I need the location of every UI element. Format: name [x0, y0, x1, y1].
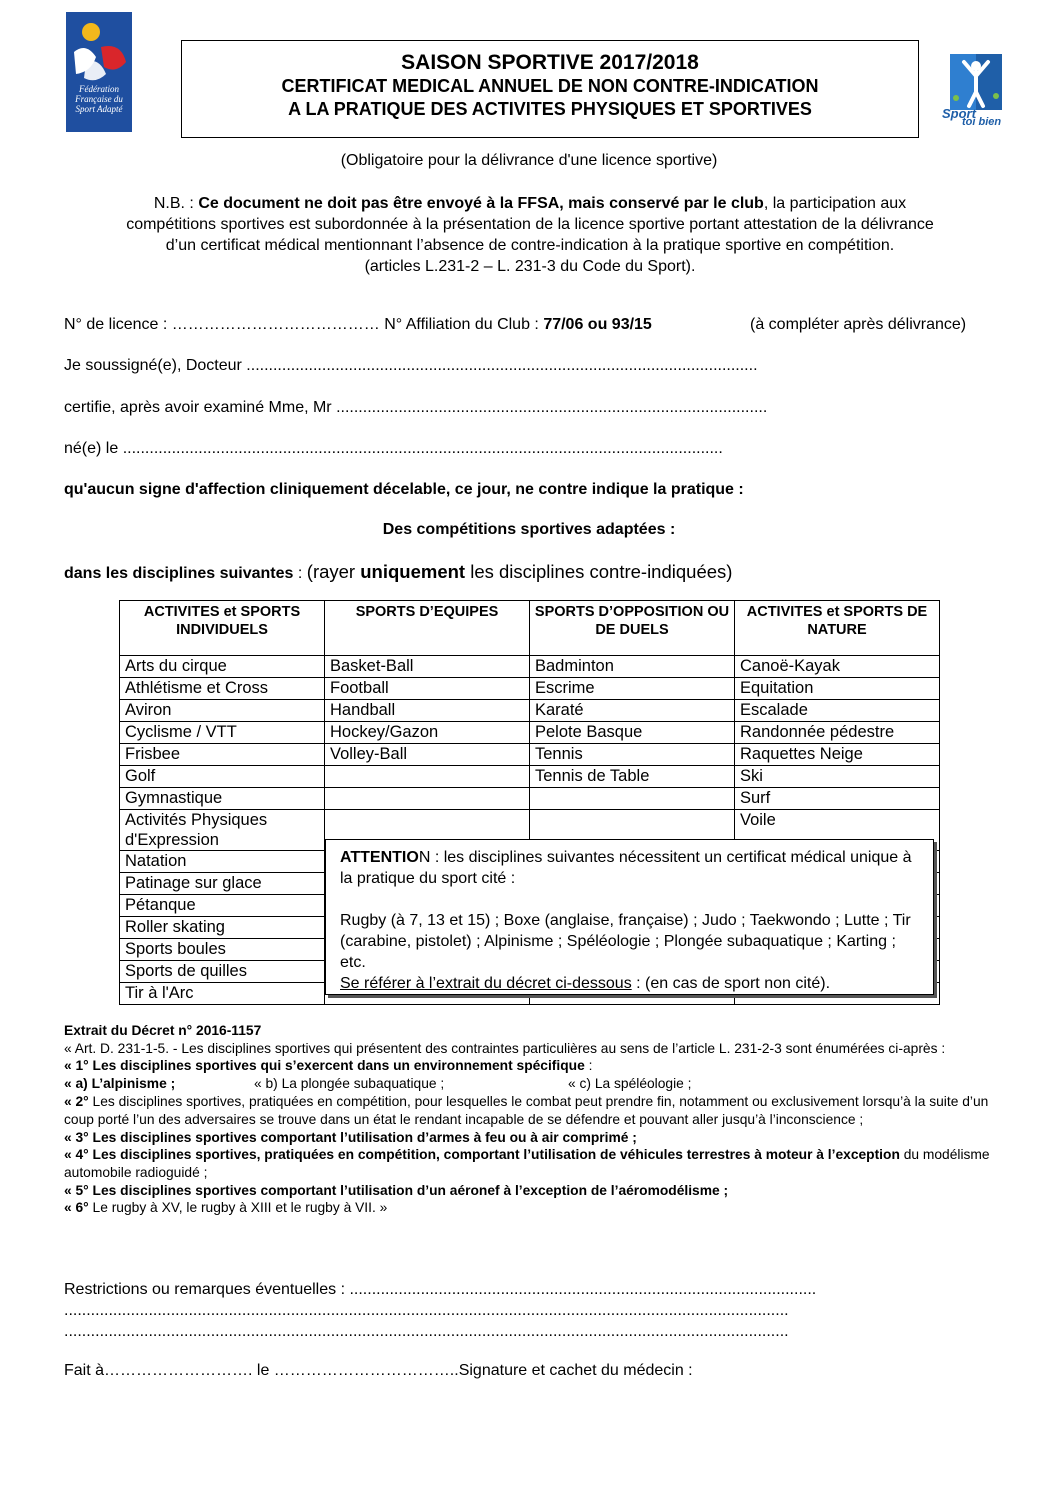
- licence-line: [64, 316, 652, 334]
- decree-p1a: « a) L’alpinisme ;: [64, 1076, 176, 1092]
- discipline-cell[interactable]: Activités Physiques d'Expression: [120, 810, 325, 851]
- decree-p6-num: « 6°: [64, 1200, 89, 1216]
- decree-intro: « Art. D. 231-1-5. - Les disciplines sportives qui présentent des contraintes particulières au sens de l’article L. 231-2-3 sont énumérées ci-après :: [64, 1040, 946, 1056]
- ffsa-logo: [66, 12, 132, 132]
- rayer-bold: uniquement: [360, 561, 466, 582]
- table-row: [120, 766, 940, 788]
- discipline-cell[interactable]: Arts du cirque: [120, 656, 325, 678]
- decree-p2-num: « 2°: [64, 1094, 89, 1110]
- disciplines-line: [64, 561, 732, 583]
- table-row: [120, 722, 940, 744]
- table-row: [120, 744, 940, 766]
- birthdate-field[interactable]: né(e) le .......................................................................................................................................: [64, 440, 723, 457]
- nb-line3: d’un certificat médical mentionnant l’absence de contre-indication à la pratique sportive en compétition.: [165, 237, 895, 254]
- decree-p1: « 1° Les disciplines sportives qui s’exercent dans un environnement spécifique: [64, 1058, 585, 1074]
- discipline-cell: [325, 766, 530, 788]
- header-individuels: ACTIVITES et SPORTS INDIVIDUELS: [120, 601, 325, 656]
- discipline-cell[interactable]: Football: [325, 678, 530, 700]
- logo-text-sport: Sport: [942, 106, 976, 121]
- discipline-cell[interactable]: Patinage sur glace: [120, 873, 325, 895]
- decree-p1b: « b) La plongée subaquatique ;: [254, 1076, 445, 1092]
- completer-note: (à compléter après délivrance): [750, 316, 967, 333]
- decree-p5: « 5° Les disciplines sportives comportant l’utilisation d’un aéronef à l’exception de l’aéromodélisme ;: [64, 1182, 729, 1198]
- nb-line4: (articles L.231-2 – L. 231-3 du Code du Sport).: [364, 258, 696, 275]
- restrictions-field-3[interactable]: ...................................................................................................................................................................: [64, 1323, 789, 1340]
- docteur-field[interactable]: Je soussigné(e), Docteur ...................................................................................................................: [64, 357, 758, 374]
- table-row: [120, 678, 940, 700]
- discipline-cell[interactable]: Volley-Ball: [325, 744, 530, 766]
- attention-text: N : les disciplines suivantes nécessitent un certificat médical unique à la pratique du sport cité :: [340, 849, 912, 887]
- discipline-cell[interactable]: Golf: [120, 766, 325, 788]
- disciplines-colon: :: [293, 565, 307, 582]
- discipline-cell[interactable]: Pétanque: [120, 895, 325, 917]
- decree-p1c: « c) La spéléologie ;: [568, 1076, 692, 1092]
- attention-list: Rugby (à 7, 13 et 15) ; Boxe (anglaise, française) ; Judo ; Taekwondo ; Lutte ; Tir (carabine, pistolet) ; Alpinisme ; Spéléologie ; Plongée subaquatique ; Karting ; etc.: [340, 912, 911, 971]
- discipline-cell[interactable]: Pelote Basque: [530, 722, 735, 744]
- discipline-cell[interactable]: Voile: [735, 810, 940, 851]
- rayer-text-1: (rayer: [306, 561, 361, 582]
- season-title: SAISON SPORTIVE 2017/2018: [401, 51, 699, 74]
- discipline-cell[interactable]: Aviron: [120, 700, 325, 722]
- club-number: 77/06 ou 93/15: [543, 316, 652, 333]
- attention-bold: ATTENTIO: [340, 849, 419, 866]
- decree-p4-rest: du modélisme automobile radioguidé ;: [64, 1147, 990, 1180]
- discipline-cell[interactable]: Athlétisme et Cross: [120, 678, 325, 700]
- competitions-heading: Des compétitions sportives adaptées :: [382, 521, 676, 538]
- discipline-cell[interactable]: Frisbee: [120, 744, 325, 766]
- logo-text-toi-bien: toi bien: [962, 116, 1002, 128]
- nb-bold: Ce document ne doit pas être envoyé à la FFSA, mais conservé par le club: [198, 195, 764, 212]
- nb-paragraph: [60, 193, 1000, 277]
- nb-line2: compétitions sportives est subordonnée à la présentation de la licence sportive portant attestation de la délivrance: [126, 216, 934, 233]
- certificate-title: CERTIFICAT MEDICAL ANNUEL DE NON CONTRE-INDICATION: [281, 76, 819, 96]
- discipline-cell[interactable]: Raquettes Neige: [735, 744, 940, 766]
- discipline-cell[interactable]: Tir à l'Arc: [120, 983, 325, 1005]
- decree-p3: « 3° Les disciplines sportives comportant l’utilisation d’armes à feu ou à air comprimé ;: [64, 1129, 637, 1145]
- discipline-cell[interactable]: Hockey/Gazon: [325, 722, 530, 744]
- discipline-cell[interactable]: Tennis: [530, 744, 735, 766]
- discipline-cell[interactable]: Sports boules: [120, 939, 325, 961]
- discipline-cell[interactable]: Surf: [735, 788, 940, 810]
- rayer-text-2: les disciplines contre-indiquées): [465, 561, 733, 582]
- discipline-cell[interactable]: Ski: [735, 766, 940, 788]
- discipline-cell[interactable]: Escalade: [735, 700, 940, 722]
- nb-prefix: N.B. :: [153, 195, 199, 212]
- decree-extract: [64, 1022, 994, 1217]
- header-opposition: SPORTS D’OPPOSITION OU DE DUELS: [530, 601, 735, 656]
- header-equipes: SPORTS D’EQUIPES: [325, 601, 530, 656]
- header-nature: ACTIVITES et SPORTS DE NATURE: [735, 601, 940, 656]
- discipline-cell[interactable]: Gymnastique: [120, 788, 325, 810]
- ffsa-logo-text: Fédération Française du Sport Adapté: [75, 84, 123, 114]
- sport-toi-bien-logo: [936, 52, 1016, 128]
- discipline-cell[interactable]: Basket-Ball: [325, 656, 530, 678]
- discipline-cell[interactable]: Tennis de Table: [530, 766, 735, 788]
- decree-reference-link[interactable]: Se référer à l’extrait du décret ci-dessous: [340, 975, 632, 992]
- patient-field[interactable]: certifie, après avoir examiné Mme, Mr .................................................................................................: [64, 399, 768, 416]
- attention-box: [325, 839, 934, 995]
- decree-p4: « 4° Les disciplines sportives, pratiquées en compétition, comportant l’utilisation de véhicules terrestres à moteur à l’exception: [64, 1147, 900, 1163]
- table-row: [120, 700, 940, 722]
- table-row: [120, 656, 940, 678]
- obligatoire-note: (Obligatoire pour la délivrance d'une licence sportive): [340, 152, 718, 169]
- table-row: [120, 788, 940, 810]
- discipline-cell[interactable]: Sports de quilles: [120, 961, 325, 983]
- decree-p6: Le rugby à XV, le rugby à XIII et le rugby à VII. »: [88, 1200, 388, 1216]
- decree-title: Extrait du Décret n° 2016-1157: [64, 1023, 262, 1038]
- nb-line1-rest: , la participation aux: [763, 195, 907, 212]
- decree-p1-colon: :: [584, 1058, 593, 1074]
- discipline-cell[interactable]: Natation: [120, 851, 325, 873]
- discipline-cell[interactable]: Handball: [325, 700, 530, 722]
- discipline-cell: [530, 788, 735, 810]
- discipline-cell[interactable]: Randonnée pédestre: [735, 722, 940, 744]
- discipline-cell[interactable]: Cyclisme / VTT: [120, 722, 325, 744]
- signature-line[interactable]: Fait à………………………. le ……………………………..Signature et cachet du médecin :: [64, 1362, 693, 1379]
- decree-p2: Les disciplines sportives, pratiquées en compétition, pour lesquelles le combat peut prendre fin, notamment ou exclusivement lorsqu’à la suite d’un coup porté l’un des adversaires se trouve dans un état le rendant incapable de se défendre et pouvant aller jusqu’à l’inconscience ;: [64, 1094, 989, 1127]
- restrictions-field-2[interactable]: ...................................................................................................................................................................: [64, 1302, 789, 1319]
- discipline-cell[interactable]: Karaté: [530, 700, 735, 722]
- disciplines-label: dans les disciplines suivantes: [64, 565, 294, 582]
- certificate-subtitle: A LA PRATIQUE DES ACTIVITES PHYSIQUES ET SPORTIVES: [288, 99, 812, 119]
- discipline-cell[interactable]: Escrime: [530, 678, 735, 700]
- attention-refer-rest: : (en cas de sport non cité).: [631, 975, 831, 992]
- discipline-cell[interactable]: Badminton: [530, 656, 735, 678]
- discipline-cell: [325, 788, 530, 810]
- affection-statement: qu'aucun signe d'affection cliniquement décelable, ce jour, ne contre indique la pratique :: [64, 481, 744, 498]
- discipline-cell[interactable]: Canoë-Kayak: [735, 656, 940, 678]
- licence-field[interactable]: N° de licence : ………………………………… N° Affiliation du Club :: [64, 316, 544, 333]
- restrictions-field-1[interactable]: Restrictions ou remarques éventuelles : .........................................................................................................: [64, 1281, 817, 1298]
- title-box: [181, 40, 919, 138]
- discipline-cell[interactable]: Equitation: [735, 678, 940, 700]
- discipline-cell[interactable]: Roller skating: [120, 917, 325, 939]
